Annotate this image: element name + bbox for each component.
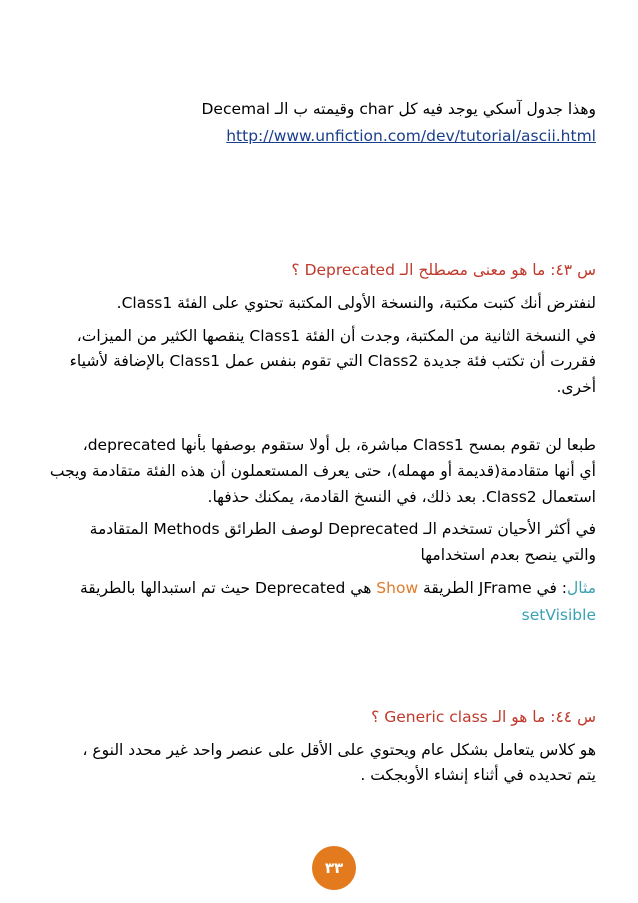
- q43-paragraph-2-line-3: أخرى.: [556, 378, 596, 396]
- example-setvisible-method: setVisible: [521, 606, 596, 624]
- q43-paragraph-4-line-2: والتي ينصح بعدم استخدامها: [420, 546, 596, 564]
- q43-example-method-row: [40, 603, 596, 627]
- q43-paragraph-4-line-1: في أكثر الأحيان تستخدم الـ Deprecated لوصف الطرائق Methods المتقادمة: [89, 520, 596, 538]
- q43-paragraph-1: لنفترض أنك كتبت مكتبة، والنسخة الأولى المكتبة تحتوي على الفئة Class1.: [116, 294, 596, 312]
- ascii-table-intro: وهذا جدول آسكي يوجد فيه كل char وقيمته ب الـ Decemal: [201, 100, 596, 118]
- q43-paragraph-2-line-1: في النسخة الثانية من المكتبة، وجدت أن الفئة Class1 ينقصها الكثير من الميزات،: [76, 327, 596, 345]
- ascii-link-row: [40, 124, 596, 148]
- q43-paragraph-3-line-1: طبعا لن تقوم بمسح Class1 مباشرة، بل أولا ستقوم بوصفها بأنها deprecated،: [82, 436, 596, 454]
- q43-paragraph-2-line-2: فقررت أن تكتب فئة جديدة Class2 التي تقوم بنفس عمل Class1 بالإضافة لأشياء: [69, 352, 596, 370]
- example-label: مثال: [567, 579, 596, 597]
- example-text-a: : في JFrame الطريقة: [418, 579, 568, 597]
- example-text-b: هي Deprecated حيث تم استبدالها بالطريقة: [79, 579, 377, 597]
- question-43-heading: س ٤٣: ما هو معنى مصطلح الـ Deprecated ؟: [291, 261, 596, 279]
- q43-example: [40, 576, 596, 600]
- example-show-method: Show: [376, 579, 419, 597]
- question-44-heading: س ٤٤: ما هو الـ Generic class ؟: [371, 708, 596, 726]
- page-number-badge: ٣٣: [312, 846, 356, 890]
- q43-paragraph-3-line-3: استعمال Class2. بعد ذلك، في النسخ القادمة، يمكنك حذفها.: [207, 488, 596, 506]
- q43-paragraph-3-line-2: أي أنها متقادمة(قديمة أو مهمله)، حتى يعرف المستعملون أن هذه الفئة متقادمة ويجب: [49, 462, 596, 480]
- q44-paragraph-line-1: هو كلاس يتعامل بشكل عام ويحتوي على الأقل على عنصر واحد غير محدد النوع ،: [82, 741, 596, 759]
- ascii-table-link[interactable]: http://www.unfiction.com/dev/tutorial/ascii.html: [226, 127, 596, 145]
- q44-paragraph-line-2: يتم تحديده في أثناء إنشاء الأوبجكت .: [360, 766, 596, 784]
